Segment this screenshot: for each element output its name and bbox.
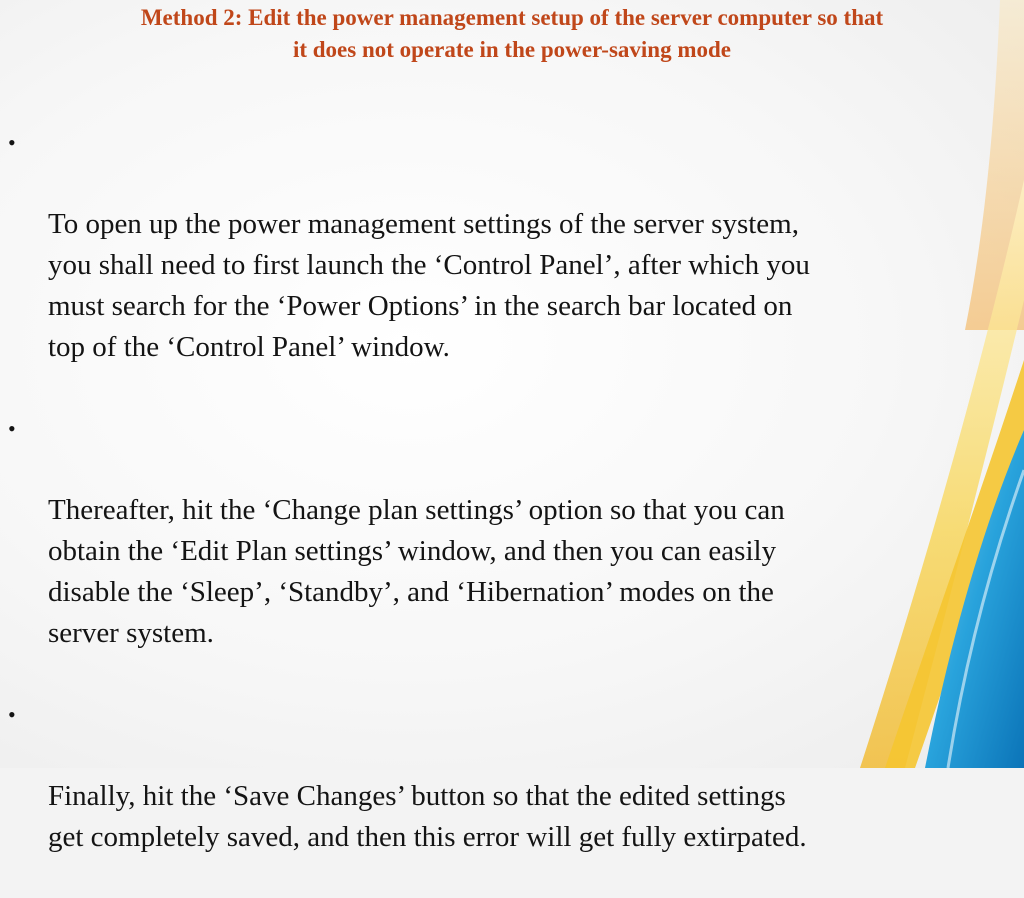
bullet-item xyxy=(8,408,1008,654)
bullet-text: Thereafter, hit the ‘Change plan settings’ option so that you can obtain the ‘Edit Plan settings’ window, and then you can easily disable the ‘Sleep’, ‘Standby’, and ‘Hibernation’ modes on the server system. xyxy=(48,494,785,649)
bullet-text: Finally, hit the ‘Save Changes’ button so that the edited settings get completely saved, and then this error will get fully extirpated. xyxy=(48,780,807,853)
bullet-icon: • xyxy=(8,130,16,155)
bullet-text: To open up the power management settings of the server system, you shall need to first launch the ‘Control Panel’, after which you must search for the ‘Power Options’ in the search bar located on top of the ‘Control Panel’ window. xyxy=(48,208,810,363)
bullet-icon: • xyxy=(8,702,16,727)
bullet-icon: • xyxy=(8,416,16,441)
bullet-item xyxy=(8,694,1008,858)
slide-title: Method 2: Edit the power management setup of the server computer so that it does not operate in the power-saving mode xyxy=(140,5,884,62)
bullet-item xyxy=(8,122,1008,368)
bullet-list xyxy=(8,122,1008,898)
